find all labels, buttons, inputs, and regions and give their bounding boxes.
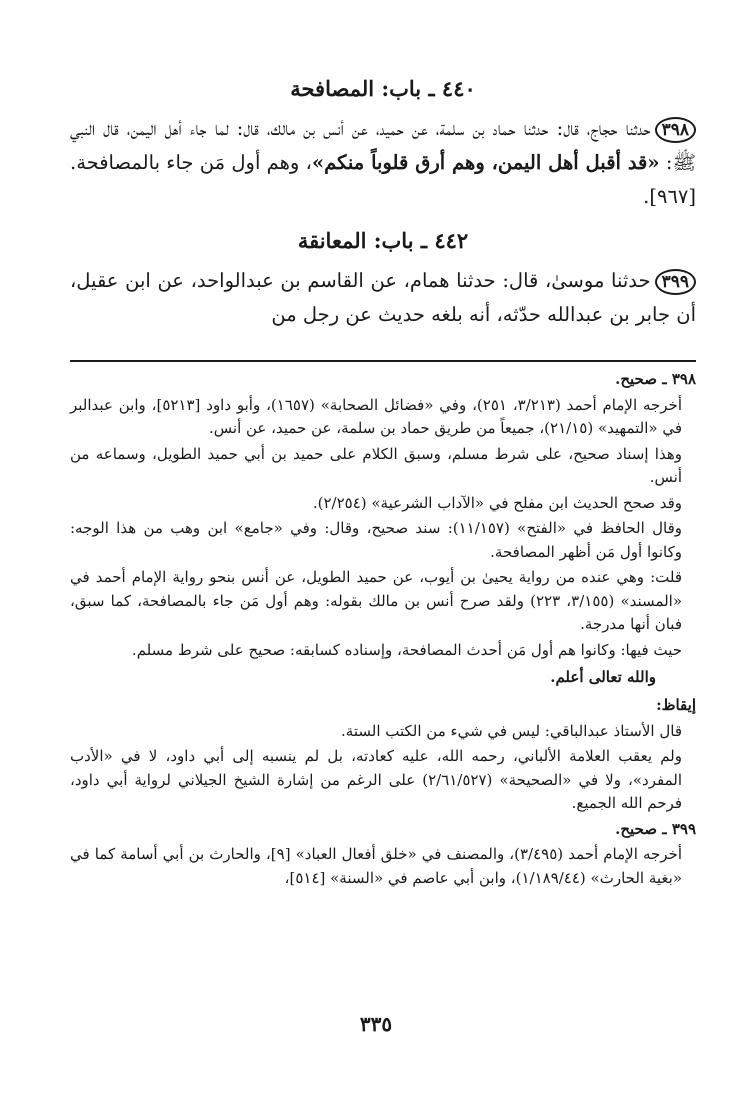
book-page xyxy=(70,74,696,892)
hadith-398-text-b: ، وهم أول مَن جاء بالمصافحة. [٩٦٧]. xyxy=(70,151,696,208)
footnote-399-heading: ٣٩٩ ـ صحيح. xyxy=(615,819,696,838)
iqaz-line-1: قال الأستاذ عبدالباقي: ليس في شيء من الكتب الستة. xyxy=(341,721,682,740)
hadith-number-badge: ٣٩٨ xyxy=(655,117,696,143)
footnote-398-heading: ٣٩٨ ـ صحيح. xyxy=(615,370,696,388)
footnotes xyxy=(70,368,696,890)
iqaz-line-2: ولم يعقب العلامة الألباني، رحمه الله، عليه كعادته، بل لم ينسبه إلى أبي داود، لا في «الأدب المفرد»، ولا في «الصحيحة» (٢/٦١/٥٢٧) على الرغم من إشارة الشيخ الجيلاني لرواية أبي داود، فرحم الله الجميع. xyxy=(70,747,682,812)
footnote-398-line-2: وهذا إسناد صحيح، على شرط مسلم، وسبق الكلام على حميد بن أبي حميد الطويل، وسماعه من أنس. xyxy=(70,444,682,486)
footnote-separator xyxy=(70,360,696,362)
footnote-398-line-6: حيث فيها: وكانوا هم أول مَن أحدث المصافحة، وإسناده كسابقه: صحيح على شرط مسلم. xyxy=(131,640,682,659)
hadith-399-paragraph xyxy=(70,264,696,332)
hadith-398-text-a: حدثنا حجاج، قال: حدثنا حماد بن سلمة، عن حميد، عن أنس بن مالك، قال: لما جاء أهل اليمن، قال النبي ﷺ: xyxy=(70,117,697,174)
hadith-399-text: حدثنا موسىٰ، قال: حدثنا همام، عن القاسم بن عبدالواحد، عن ابن عقيل، أن جابر بن عبدالله حدّثه، أنه بلغه حديث عن رجل من xyxy=(70,269,696,326)
footnote-398-line-5: قلت: وهي عنده من رواية يحيىٰ بن أيوب، عن حميد الطويل، عن أنس بنحو رواية الإمام أحمد في «المسند» (٣/١٥٥، ٢٢٣) ولقد صرح أنس بن مالك بقوله: وهم أول مَن جاء بالمصافحة، كما سبق، فبان أنها مدرجة. xyxy=(70,568,683,633)
footnote-398-closing: والله تعالى أعلم. xyxy=(550,668,656,686)
chapter-heading-440: ٤٤٠ ـ باب: المصافحة xyxy=(290,76,476,101)
footnote-399-line-1: أخرجه الإمام أحمد (٣/٤٩٥)، والمصنف في «خلق أفعال العباد» [٩]، والحارث بن أبي أسامة كما في «بغية الحارث» (١/١٨٩/٤٤)، وابن أبي عاصم في «السنة» [٥١٤]، xyxy=(70,845,682,887)
hadith-398-paragraph xyxy=(70,112,696,214)
hadith-398-quote: «قد أقبل أهل اليمن، وهم أرق قلوباً منكم» xyxy=(311,151,660,174)
footnote-398-line-3: وقد صحح الحديث ابن مفلح في «الآداب الشرعية» (٢/٢٥٤). xyxy=(312,493,682,512)
hadith-number-badge: ٣٩٩ xyxy=(655,269,696,295)
page-number: ٣٣٥ xyxy=(359,1012,393,1036)
footnote-398-line-1: أخرجه الإمام أحمد (٣/٢١٣، ٢٥١)، وفي «فضائل الصحابة» (١٦٥٧)، وأبو داود [٥٢١٣]، وابن عبدالبر في «التمهيد» (٢١/١٥)، جميعاً من طريق حماد بن سلمة، عن حميد، عن أنس. xyxy=(70,395,682,437)
footnote-398-line-4: وقال الحافظ في «الفتح» (١١/١٥٧): سند صحيح، وقال: وفي «جامع» ابن وهب من هذا الوجه: وكانوا أول مَن أظهر المصافحة. xyxy=(70,519,682,561)
iqaz-heading: إيقاظ: xyxy=(656,696,696,714)
chapter-heading-442: ٤٤٢ ـ باب: المعانقة xyxy=(297,228,469,253)
